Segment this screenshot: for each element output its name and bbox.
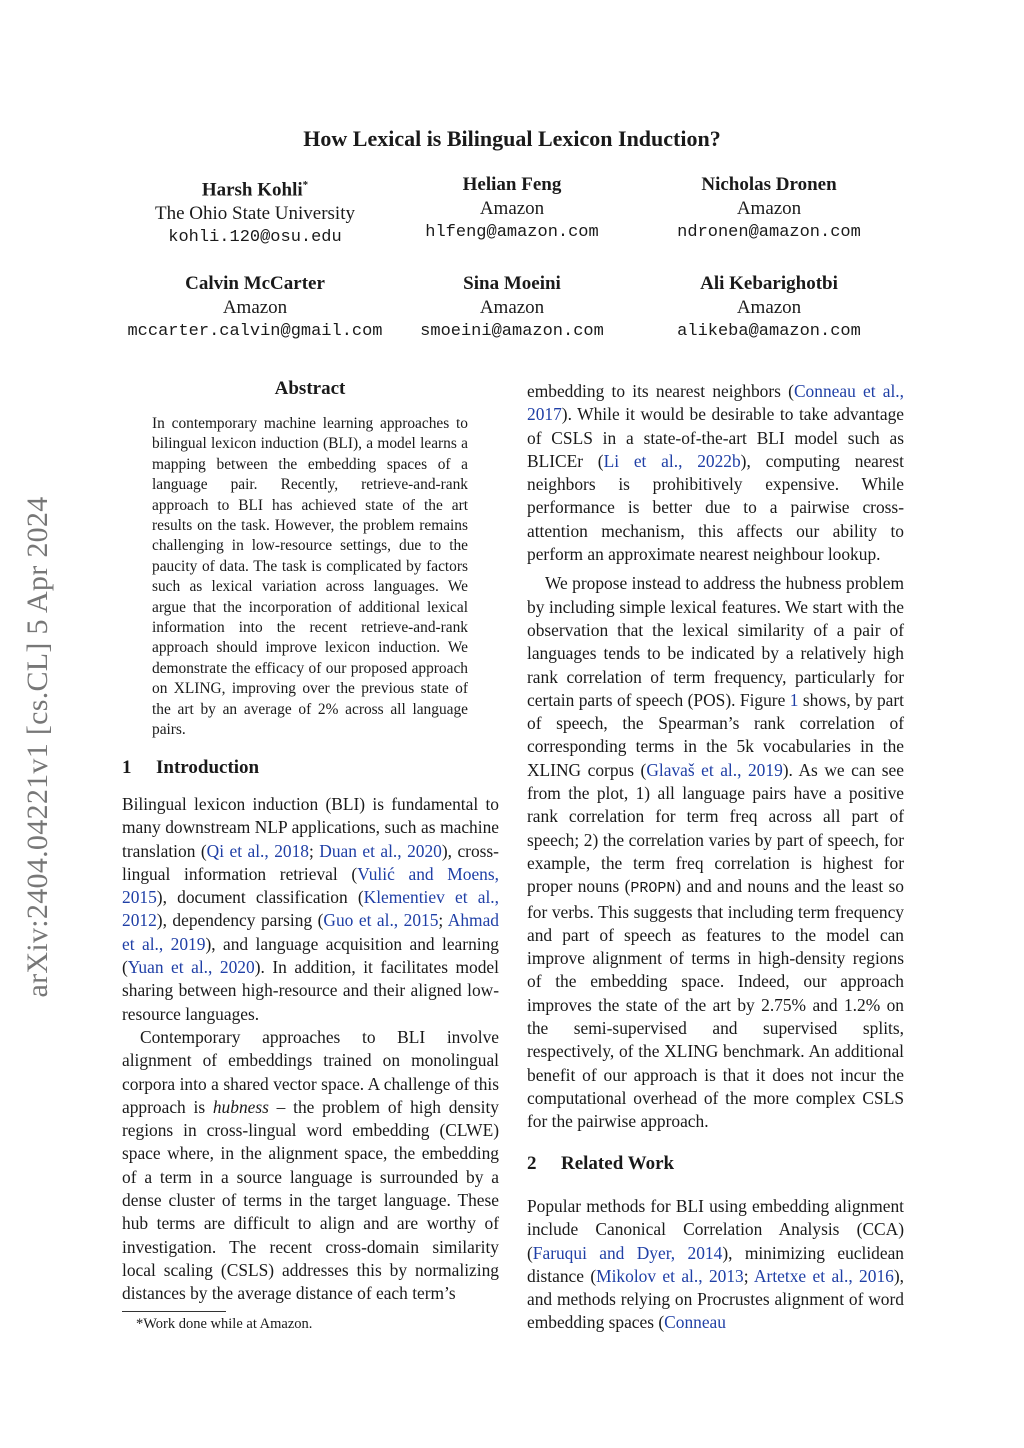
related-work-body	[527, 1195, 904, 1335]
section-title: Related Work	[561, 1153, 675, 1174]
citation-link[interactable]: Duan et al., 2020	[319, 840, 442, 861]
section-heading-introduction	[122, 757, 499, 779]
citation-link[interactable]: Klementiev et al., 2012	[122, 887, 499, 931]
section-title: Introduction	[156, 757, 260, 778]
author-affiliation: Amazon	[736, 297, 802, 318]
emphasis: hubness	[212, 1096, 269, 1117]
footnote-rule	[122, 1311, 226, 1312]
footnote-text: Work done while at Amazon.	[143, 1316, 313, 1332]
author-name: Calvin McCarter	[185, 273, 325, 294]
author-block	[105, 272, 405, 344]
author-email: smoeini@amazon.com	[420, 322, 604, 341]
left-column-body	[122, 793, 499, 1306]
author-affiliation: Amazon	[222, 297, 288, 318]
author-email: alikeba@amazon.com	[677, 322, 861, 341]
citation-link[interactable]: Yuan et al., 2020	[127, 957, 255, 978]
author-affiliation: Amazon	[479, 198, 545, 219]
paragraph: Popular methods for BLI using embedding alignment include Canonical Correlation Analysis (CCA) (Faruqui and Dyer, 2014), minimizing euclidean distance (Mikolov et al., 2013; Artetxe et al., 2016), and methods relying on Procrustes alignment of word embedding spaces (Conneau	[527, 1196, 904, 1333]
footnote	[136, 1316, 312, 1333]
citation-link[interactable]: Vulić and Moens, 2015	[122, 863, 499, 908]
footnote-mark: *	[136, 1316, 144, 1332]
section-number: 2	[527, 1153, 537, 1174]
author-name: Nicholas Dronen	[701, 174, 837, 195]
author-name: Helian Feng	[462, 174, 562, 195]
author-email: ndronen@amazon.com	[677, 223, 861, 242]
author-name: Sina Moeini	[463, 273, 561, 294]
author-block	[105, 173, 405, 250]
arxiv-sidebar	[8, 447, 68, 1047]
citation-link[interactable]: Ahmad et al., 2019	[122, 910, 499, 954]
citation-link[interactable]: Conneau	[664, 1312, 726, 1333]
author-name: Ali Kebarighotbi	[700, 273, 838, 294]
author-block	[619, 173, 919, 245]
author-block	[619, 272, 919, 344]
author-email: hlfeng@amazon.com	[425, 223, 599, 242]
section-number: 1	[122, 757, 132, 778]
citation-link[interactable]: Conneau et al., 2017	[527, 381, 905, 425]
abstract-text: In contemporary machine learning approaches to bilingual lexicon induction (BLI), a model learns a mapping between the embedding spaces of a language pair. Recently, retrieve-and-rank approach to BLI has achieved state of the art results on the task. However, the problem remains challenging in low-resource settings, due to the paucity of data. The task is complicated by factors such as lexical variation across languages. We argue that the incorporation of additional lexical information into the recent retrieve-and-rank approach should improve lexicon induction. We demonstrate the efficacy of our proposed approach on XLING, improving over the previous state of the art by an average of 2% across all language pairs.	[152, 415, 468, 739]
abstract-heading: Abstract	[274, 378, 346, 399]
author-name: Harsh Kohli*	[201, 179, 309, 201]
author-affiliation: Amazon	[736, 198, 802, 219]
paragraph: We propose instead to address the hubness problem by including simple lexical features. We start with the observation that the lexical similarity of a pair of languages tends to be indicated by a relatively high rank correlation of term frequency, particularly for certain parts of speech (POS). Figure 1 shows, by part of speech, the Spearman’s rank correlation of corresponding terms in the 5k vocabularies in the XLING corpus (Glavaš et al., 2019). As we can see from the plot, 1) all language pairs have a positive rank correlation for term freq across all part of speech; 2) the correlation varies by part of speech, for example, the term freq correlation is highest for proper nouns (PROPN) and and nouns and the least so for verbs. This suggests that including term frequency and part of speech as features to the model can improve alignment of terms in high-density regions of the embedding space. Indeed, our approach improves the state of the art by 2.75% and 1.2% on the semi-supervised and supervised splits, respectively, of the XLING benchmark. An additional benefit of our approach is that it does not incur the computational overhead of the more complex CSLS for the pairwise approach.	[527, 573, 904, 1132]
paragraph: Contemporary approaches to BLI involve alignment of embeddings trained on monolingual corpora into a shared vector space. A challenge of this approach is hubness – the problem of high density regions in cross-lingual word embedding (CLWE) space where, in the alignment space, the embedding of a term in a source language is surrounded by a dense cluster of terms in the target language. These hub terms are difficult to align and are worthy of investigation. The recent cross-domain similarity local scaling (CSLS) addresses this by normalizing distances by the average distance of each term’s	[122, 1026, 500, 1304]
author-affiliation: Amazon	[479, 297, 545, 318]
citation-link[interactable]: Faruqui and Dyer, 2014	[532, 1242, 723, 1263]
author-affiliation: The Ohio State University	[155, 203, 355, 225]
paragraph: embedding to its nearest neighbors (Conneau et al., 2017). While it would be desirable to take advantage of CSLS in a state-of-the-art BLI model such as BLICEr (Li et al., 2022b), computing nearest neighbors is prohibitively expensive. While performance is better due to a pairwise cross-attention mechanism, this affects our ability to perform an approximate nearest neighbour lookup.	[527, 381, 905, 565]
citation-link[interactable]: Guo et al., 2015	[323, 910, 439, 931]
section-heading-related-work	[527, 1153, 904, 1175]
citation-link[interactable]: Artetxe et al., 2016	[754, 1265, 894, 1286]
citation-link[interactable]: Glavaš et al., 2019	[646, 759, 783, 780]
citation-link[interactable]: Li et al., 2022b	[603, 450, 741, 471]
author-email: kohli.120@osu.edu	[168, 228, 342, 248]
arxiv-identifier: arXiv:2404.04221v1 [cs.CL] 5 Apr 2024	[21, 496, 54, 998]
citation-link[interactable]: Mikolov et al., 2013	[596, 1265, 744, 1286]
paper-title: How Lexical is Bilingual Lexicon Induction?	[303, 126, 721, 151]
right-column-body	[527, 380, 904, 1134]
author-block	[362, 272, 662, 344]
code-term: PROPN	[630, 880, 676, 898]
paragraph: Bilingual lexicon induction (BLI) is fundamental to many downstream NLP applications, such as machine translation (Qi et al., 2018; Duan et al., 2020), cross-lingual information retrieval (Vulić and Moens, 2015), document classification (Klementiev et al., 2012), dependency parsing (Guo et al., 2015; Ahmad et al., 2019), and language acquisition and learning (Yuan et al., 2020). In addition, it facilitates model sharing between high-resource and their aligned low-resource languages.	[122, 794, 499, 1024]
citation-link[interactable]: Qi et al., 2018	[206, 840, 309, 861]
citation-link[interactable]: 1	[789, 689, 799, 710]
author-email: mccarter.calvin@gmail.com	[127, 322, 383, 341]
author-block	[362, 173, 662, 245]
